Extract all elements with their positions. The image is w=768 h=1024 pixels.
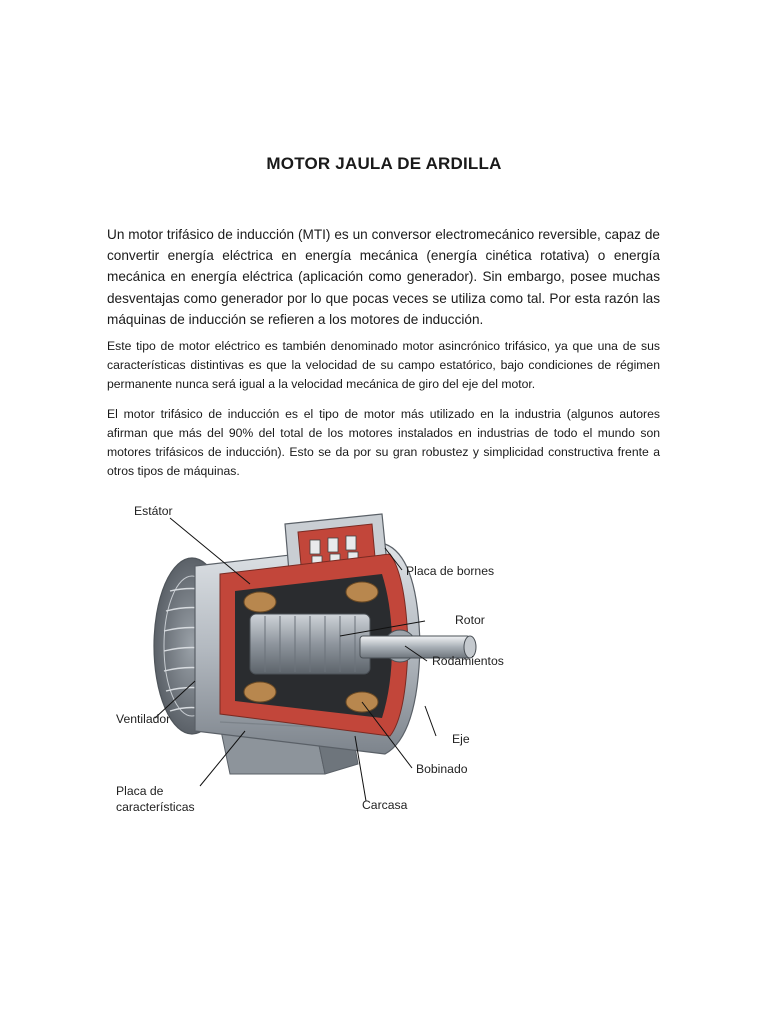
motor-cutaway-figure — [100, 496, 520, 826]
label-eje: Eje — [452, 732, 470, 746]
label-carcasa: Carcasa — [362, 798, 408, 812]
label-ventilador: Ventilador — [116, 712, 171, 726]
paragraph-uso-industrial: El motor trifásico de inducción es el tipo de motor más utilizado en la industria (algunos autores afirman que más del 90% del total de los motores instalados en industrias de todo el mundo son motores trifásicos de inducción). Esto se da por su gran robustez y simplicidad constructiva frente a otros tipos de máquinas. — [107, 407, 660, 478]
paragraph-intro: Un motor trifásico de inducción (MTI) es un conversor electromecánico reversible, capaz de convertir energía eléctrica en energía mecánica (energía cinética rotativa) o energía mecánica en energía eléctrica (aplicación como generador). Sin embargo, posee muchas desventajas como generador por lo que pocas veces se utiliza como tal. Por esta razón las máquinas de inducción se refieren a los motores de inducción. — [107, 227, 660, 327]
label-rodamientos: Rodamientos — [432, 654, 504, 668]
label-rotor: Rotor — [455, 613, 485, 627]
label-caracteristicas: características — [116, 800, 195, 814]
label-bobinado: Bobinado — [416, 762, 468, 776]
paragraph-asincronico: Este tipo de motor eléctrico es también denominado motor asincrónico trifásico, ya que una de sus características distintivas es que la velocidad de su campo estatórico, bajo condiciones de régimen permanente nunca será igual a la velocidad mecánica de giro del eje del motor. — [107, 339, 660, 391]
label-estator: Estátor — [134, 504, 173, 518]
label-placa-bornes: Placa de bornes — [406, 564, 495, 578]
rotor — [250, 614, 370, 674]
document-title: MOTOR JAULA DE ARDILLA — [266, 154, 502, 173]
label-placa-de: Placa de — [116, 784, 164, 798]
